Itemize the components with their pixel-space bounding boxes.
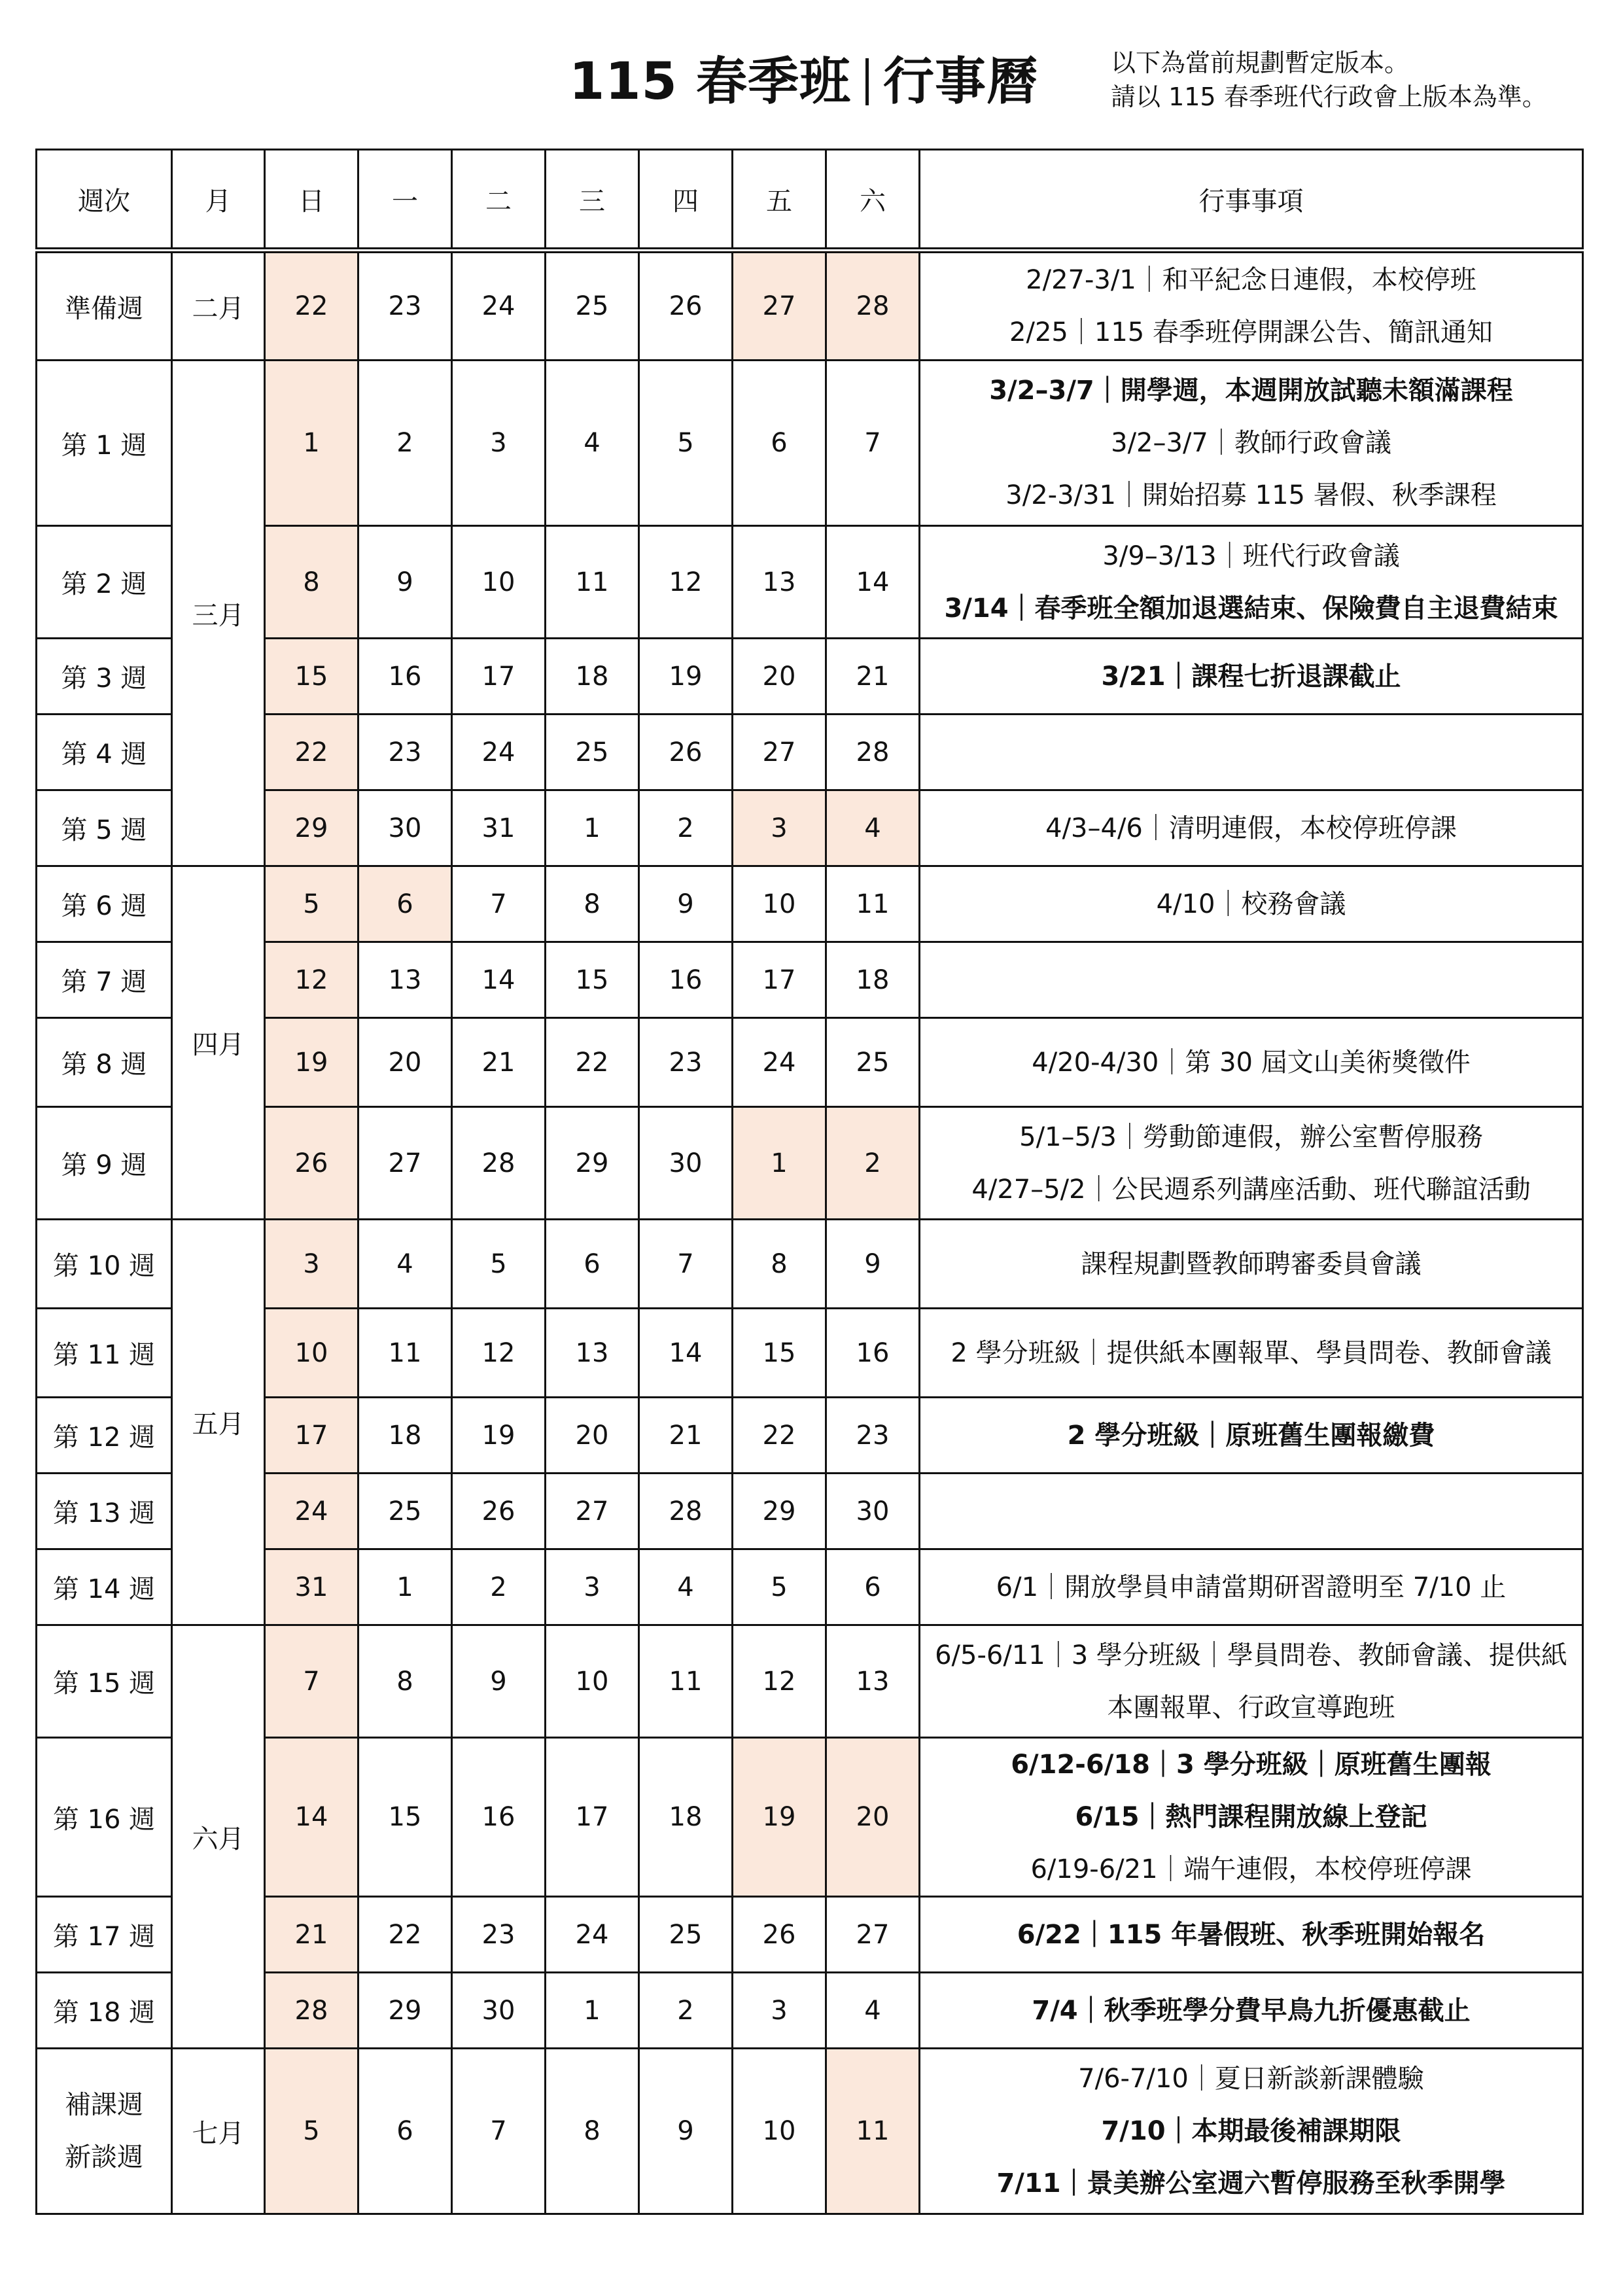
week-cell: 準備週 [37,251,172,361]
table-row [37,942,1583,1018]
day-cell: 18 [639,1738,733,1897]
event-cell [920,1107,1583,1220]
day-cell: 2 [639,1973,733,2049]
event-line: 3/21｜課程七折退課截止 [1101,661,1401,692]
day-cell: 1 [733,1107,826,1220]
table-row [37,251,1583,361]
day-cell: 16 [639,942,733,1018]
day-cell: 26 [452,1474,546,1549]
day-cell: 27 [733,251,826,361]
col-header: 四 [639,150,733,251]
day-cell: 17 [265,1398,358,1474]
day-cell: 13 [733,526,826,639]
table-row [37,715,1583,790]
day-cell: 3 [733,1973,826,2049]
event-line: 3/9–3/13｜班代行政會議 [1102,540,1400,571]
event-cell [920,639,1583,715]
table-row [37,1474,1583,1549]
event-cell [920,1549,1583,1625]
event-line: 6/19-6/21｜端午連假，本校停班停課 [1030,1854,1472,1884]
day-cell: 11 [358,1309,452,1398]
col-header: 三 [546,150,639,251]
day-cell: 9 [452,1625,546,1738]
day-cell: 2 [639,790,733,866]
day-cell: 1 [546,790,639,866]
event-cell [920,1220,1583,1309]
event-line: 7/11｜景美辦公室週六暫停服務至秋季開學 [996,2168,1506,2199]
day-cell: 19 [733,1738,826,1897]
day-cell: 12 [639,526,733,639]
header-note [1111,46,1547,114]
day-cell: 21 [639,1398,733,1474]
event-line: 7/6-7/10｜夏日新談新課體驗 [1078,2064,1424,2094]
day-cell: 22 [546,1018,639,1107]
day-cell: 20 [546,1398,639,1474]
day-cell: 31 [452,790,546,866]
day-cell: 5 [452,1220,546,1309]
day-cell: 29 [265,790,358,866]
day-cell: 8 [546,2049,639,2214]
table-row [37,639,1583,715]
day-cell: 20 [358,1018,452,1107]
day-cell: 19 [639,639,733,715]
table-row [37,1549,1583,1625]
day-cell: 27 [358,1107,452,1220]
col-header: 週次 [37,150,172,251]
event-cell [920,942,1583,1018]
month-cell: 四月 [172,866,265,1220]
week-cell: 第 11 週 [37,1309,172,1398]
day-cell: 4 [546,361,639,526]
event-cell [920,361,1583,526]
note-line: 請以 115 春季班代行政會上版本為準。 [1111,82,1547,111]
day-cell: 8 [546,866,639,942]
event-cell [920,1309,1583,1398]
day-cell: 15 [733,1309,826,1398]
event-cell [920,1897,1583,1973]
day-cell: 26 [639,715,733,790]
day-cell: 8 [265,526,358,639]
day-cell: 30 [358,790,452,866]
day-cell: 28 [826,251,920,361]
day-cell: 5 [639,361,733,526]
day-cell: 9 [358,526,452,639]
title-left: 115 春季班 [569,52,851,111]
day-cell: 3 [452,361,546,526]
day-cell: 17 [546,1738,639,1897]
day-cell: 25 [639,1897,733,1973]
day-cell: 14 [265,1738,358,1897]
day-cell: 7 [452,2049,546,2214]
col-header: 五 [733,150,826,251]
day-cell: 29 [546,1107,639,1220]
day-cell: 1 [265,361,358,526]
day-cell: 25 [826,1018,920,1107]
week-cell: 第 7 週 [37,942,172,1018]
day-cell: 26 [265,1107,358,1220]
calendar-body [37,251,1583,2214]
event-cell [920,526,1583,639]
day-cell: 14 [826,526,920,639]
day-cell: 26 [639,251,733,361]
day-cell: 28 [639,1474,733,1549]
table-row [37,1309,1583,1398]
col-header: 六 [826,150,920,251]
event-line: 6/22｜115 年暑假班、秋季班開始報名 [1017,1919,1486,1950]
week-cell: 第 16 週 [37,1738,172,1897]
day-cell: 24 [546,1897,639,1973]
event-line: 6/15｜熱門課程開放線上登記 [1075,1802,1427,1832]
day-cell: 11 [826,866,920,942]
day-cell: 31 [265,1549,358,1625]
event-line: 3/14｜春季班全額加退選結束、保險費自主退費結束 [944,593,1558,624]
day-cell: 8 [358,1625,452,1738]
day-cell: 3 [546,1549,639,1625]
day-cell: 12 [452,1309,546,1398]
day-cell: 10 [452,526,546,639]
day-cell: 7 [452,866,546,942]
day-cell: 25 [546,715,639,790]
event-line: 4/27–5/2｜公民週系列講座活動、班代聯誼活動 [971,1174,1531,1205]
table-row [37,1897,1583,1973]
event-cell [920,1738,1583,1897]
week-cell: 第 12 週 [37,1398,172,1474]
month-cell: 七月 [172,2049,265,2214]
day-cell: 7 [826,361,920,526]
table-row [37,1738,1583,1897]
day-cell: 22 [265,715,358,790]
week-cell: 第 4 週 [37,715,172,790]
day-cell: 5 [265,2049,358,2214]
day-cell: 27 [826,1897,920,1973]
day-cell: 1 [358,1549,452,1625]
day-cell: 29 [358,1973,452,2049]
event-cell [920,2049,1583,2214]
table-row [37,790,1583,866]
event-line: 2 學分班級｜原班舊生團報繳費 [1067,1420,1435,1451]
note-line: 以下為當前規劃暫定版本。 [1111,48,1410,77]
day-cell: 3 [733,790,826,866]
event-cell [920,790,1583,866]
event-line: 本團報單、行政宣導跑班 [1107,1692,1395,1723]
day-cell: 28 [265,1973,358,2049]
day-cell: 24 [733,1018,826,1107]
day-cell: 20 [826,1738,920,1897]
day-cell: 27 [546,1474,639,1549]
week-cell: 第 15 週 [37,1625,172,1738]
col-header: 行事事項 [920,150,1583,251]
day-cell: 22 [265,251,358,361]
day-cell: 30 [639,1107,733,1220]
day-cell: 6 [826,1549,920,1625]
day-cell: 13 [358,942,452,1018]
page-title [569,41,1038,114]
col-header: 一 [358,150,452,251]
week-cell: 第 17 週 [37,1897,172,1973]
day-cell: 14 [452,942,546,1018]
week-label: 補課週 [65,2090,143,2120]
week-cell: 第 3 週 [37,639,172,715]
day-cell: 24 [265,1474,358,1549]
day-cell: 29 [733,1474,826,1549]
event-cell [920,1973,1583,2049]
day-cell: 24 [452,715,546,790]
day-cell: 4 [826,1973,920,2049]
day-cell: 28 [452,1107,546,1220]
table-row [37,1973,1583,2049]
table-row [37,1107,1583,1220]
day-cell: 7 [639,1220,733,1309]
day-cell: 23 [358,251,452,361]
event-cell [920,1398,1583,1474]
day-cell: 19 [452,1398,546,1474]
month-cell: 六月 [172,1625,265,2049]
event-cell [920,1018,1583,1107]
week-cell: 第 10 週 [37,1220,172,1309]
day-cell: 20 [733,639,826,715]
week-cell [37,2049,172,2214]
day-cell: 6 [358,2049,452,2214]
table-row [37,1625,1583,1738]
event-cell [920,1625,1583,1738]
table-row [37,526,1583,639]
day-cell: 21 [265,1897,358,1973]
event-cell [920,1474,1583,1549]
day-cell: 10 [733,2049,826,2214]
event-line: 4/10｜校務會議 [1156,889,1346,919]
day-cell: 24 [452,251,546,361]
day-cell: 16 [826,1309,920,1398]
event-line: 2/25｜115 春季班停開課公告、簡訊通知 [1009,317,1493,347]
day-cell: 22 [358,1897,452,1973]
day-cell: 15 [358,1738,452,1897]
day-cell: 25 [358,1474,452,1549]
week-cell: 第 5 週 [37,790,172,866]
day-cell: 4 [826,790,920,866]
day-cell: 1 [546,1973,639,2049]
week-cell: 第 9 週 [37,1107,172,1220]
day-cell: 30 [452,1973,546,2049]
day-cell: 6 [733,361,826,526]
day-cell: 23 [826,1398,920,1474]
week-cell: 第 18 週 [37,1973,172,2049]
month-cell: 二月 [172,251,265,361]
day-cell: 11 [826,2049,920,2214]
week-cell: 第 8 週 [37,1018,172,1107]
day-cell: 9 [639,2049,733,2214]
event-cell [920,715,1583,790]
week-cell: 第 14 週 [37,1549,172,1625]
day-cell: 23 [358,715,452,790]
col-header: 二 [452,150,546,251]
day-cell: 19 [265,1018,358,1107]
week-label: 新談週 [65,2142,143,2172]
day-cell: 28 [826,715,920,790]
day-cell: 26 [733,1897,826,1973]
col-header: 日 [265,150,358,251]
day-cell: 9 [639,866,733,942]
event-line: 5/1–5/3｜勞動節連假，辦公室暫停服務 [1019,1122,1483,1152]
day-cell: 15 [265,639,358,715]
day-cell: 11 [639,1625,733,1738]
day-cell: 9 [826,1220,920,1309]
day-cell: 6 [358,866,452,942]
day-cell: 11 [546,526,639,639]
event-line: 7/10｜本期最後補課期限 [1101,2116,1401,2146]
week-cell: 第 13 週 [37,1474,172,1549]
calendar-table [35,149,1584,2215]
day-cell: 15 [546,942,639,1018]
day-cell: 2 [452,1549,546,1625]
title-divider [865,58,869,105]
day-cell: 12 [265,942,358,1018]
day-cell: 23 [639,1018,733,1107]
event-line: 6/5-6/11｜3 學分班級｜學員問卷、教師會議、提供紙 [935,1640,1567,1670]
month-cell: 三月 [172,361,265,866]
day-cell: 14 [639,1309,733,1398]
day-cell: 10 [265,1309,358,1398]
event-line: 4/3–4/6｜清明連假，本校停班停課 [1045,813,1457,843]
day-cell: 16 [452,1738,546,1897]
day-cell: 5 [265,866,358,942]
day-cell: 2 [826,1107,920,1220]
day-cell: 8 [733,1220,826,1309]
day-cell: 7 [265,1625,358,1738]
event-line: 3/2–3/7｜開學週，本週開放試聽未額滿課程 [989,376,1513,406]
day-cell: 27 [733,715,826,790]
col-header: 月 [172,150,265,251]
week-cell: 第 6 週 [37,866,172,942]
day-cell: 3 [265,1220,358,1309]
day-cell: 21 [452,1018,546,1107]
day-cell: 23 [452,1897,546,1973]
day-cell: 17 [733,942,826,1018]
table-row [37,361,1583,526]
day-cell: 13 [826,1625,920,1738]
event-cell [920,866,1583,942]
header-row [37,150,1583,251]
event-line: 6/12-6/18｜3 學分班級｜原班舊生團報 [1011,1750,1492,1780]
day-cell: 16 [358,639,452,715]
day-cell: 10 [546,1625,639,1738]
week-cell: 第 1 週 [37,361,172,526]
day-cell: 5 [733,1549,826,1625]
event-line: 7/4｜秋季班學分費早鳥九折優惠截止 [1032,1995,1471,2026]
title-right: 行事曆 [882,52,1038,111]
day-cell: 22 [733,1398,826,1474]
day-cell: 21 [826,639,920,715]
day-cell: 12 [733,1625,826,1738]
table-row [37,866,1583,942]
event-line: 課程規劃暨教師聘審委員會議 [1081,1248,1422,1279]
month-cell: 五月 [172,1220,265,1625]
event-line: 4/20-4/30｜第 30 屆文山美術獎徵件 [1032,1047,1471,1078]
table-row [37,1018,1583,1107]
event-line: 3/2-3/31｜開始招募 115 暑假、秋季課程 [1005,480,1497,510]
day-cell: 4 [358,1220,452,1309]
day-cell: 18 [546,639,639,715]
day-cell: 30 [826,1474,920,1549]
event-line: 2/27-3/1｜和平紀念日連假，本校停班 [1026,265,1476,295]
day-cell: 18 [826,942,920,1018]
event-cell [920,251,1583,361]
week-cell: 第 2 週 [37,526,172,639]
day-cell: 2 [358,361,452,526]
day-cell: 6 [546,1220,639,1309]
day-cell: 17 [452,639,546,715]
day-cell: 25 [546,251,639,361]
event-line: 2 學分班級｜提供紙本團報單、學員問卷、教師會議 [951,1337,1552,1368]
event-line: 3/2–3/7｜教師行政會議 [1111,428,1391,458]
day-cell: 18 [358,1398,452,1474]
day-cell: 4 [639,1549,733,1625]
day-cell: 10 [733,866,826,942]
day-cell: 13 [546,1309,639,1398]
table-row [37,2049,1583,2214]
table-row [37,1398,1583,1474]
event-line: 6/1｜開放學員申請當期研習證明至 7/10 止 [996,1572,1507,1602]
table-row [37,1220,1583,1309]
